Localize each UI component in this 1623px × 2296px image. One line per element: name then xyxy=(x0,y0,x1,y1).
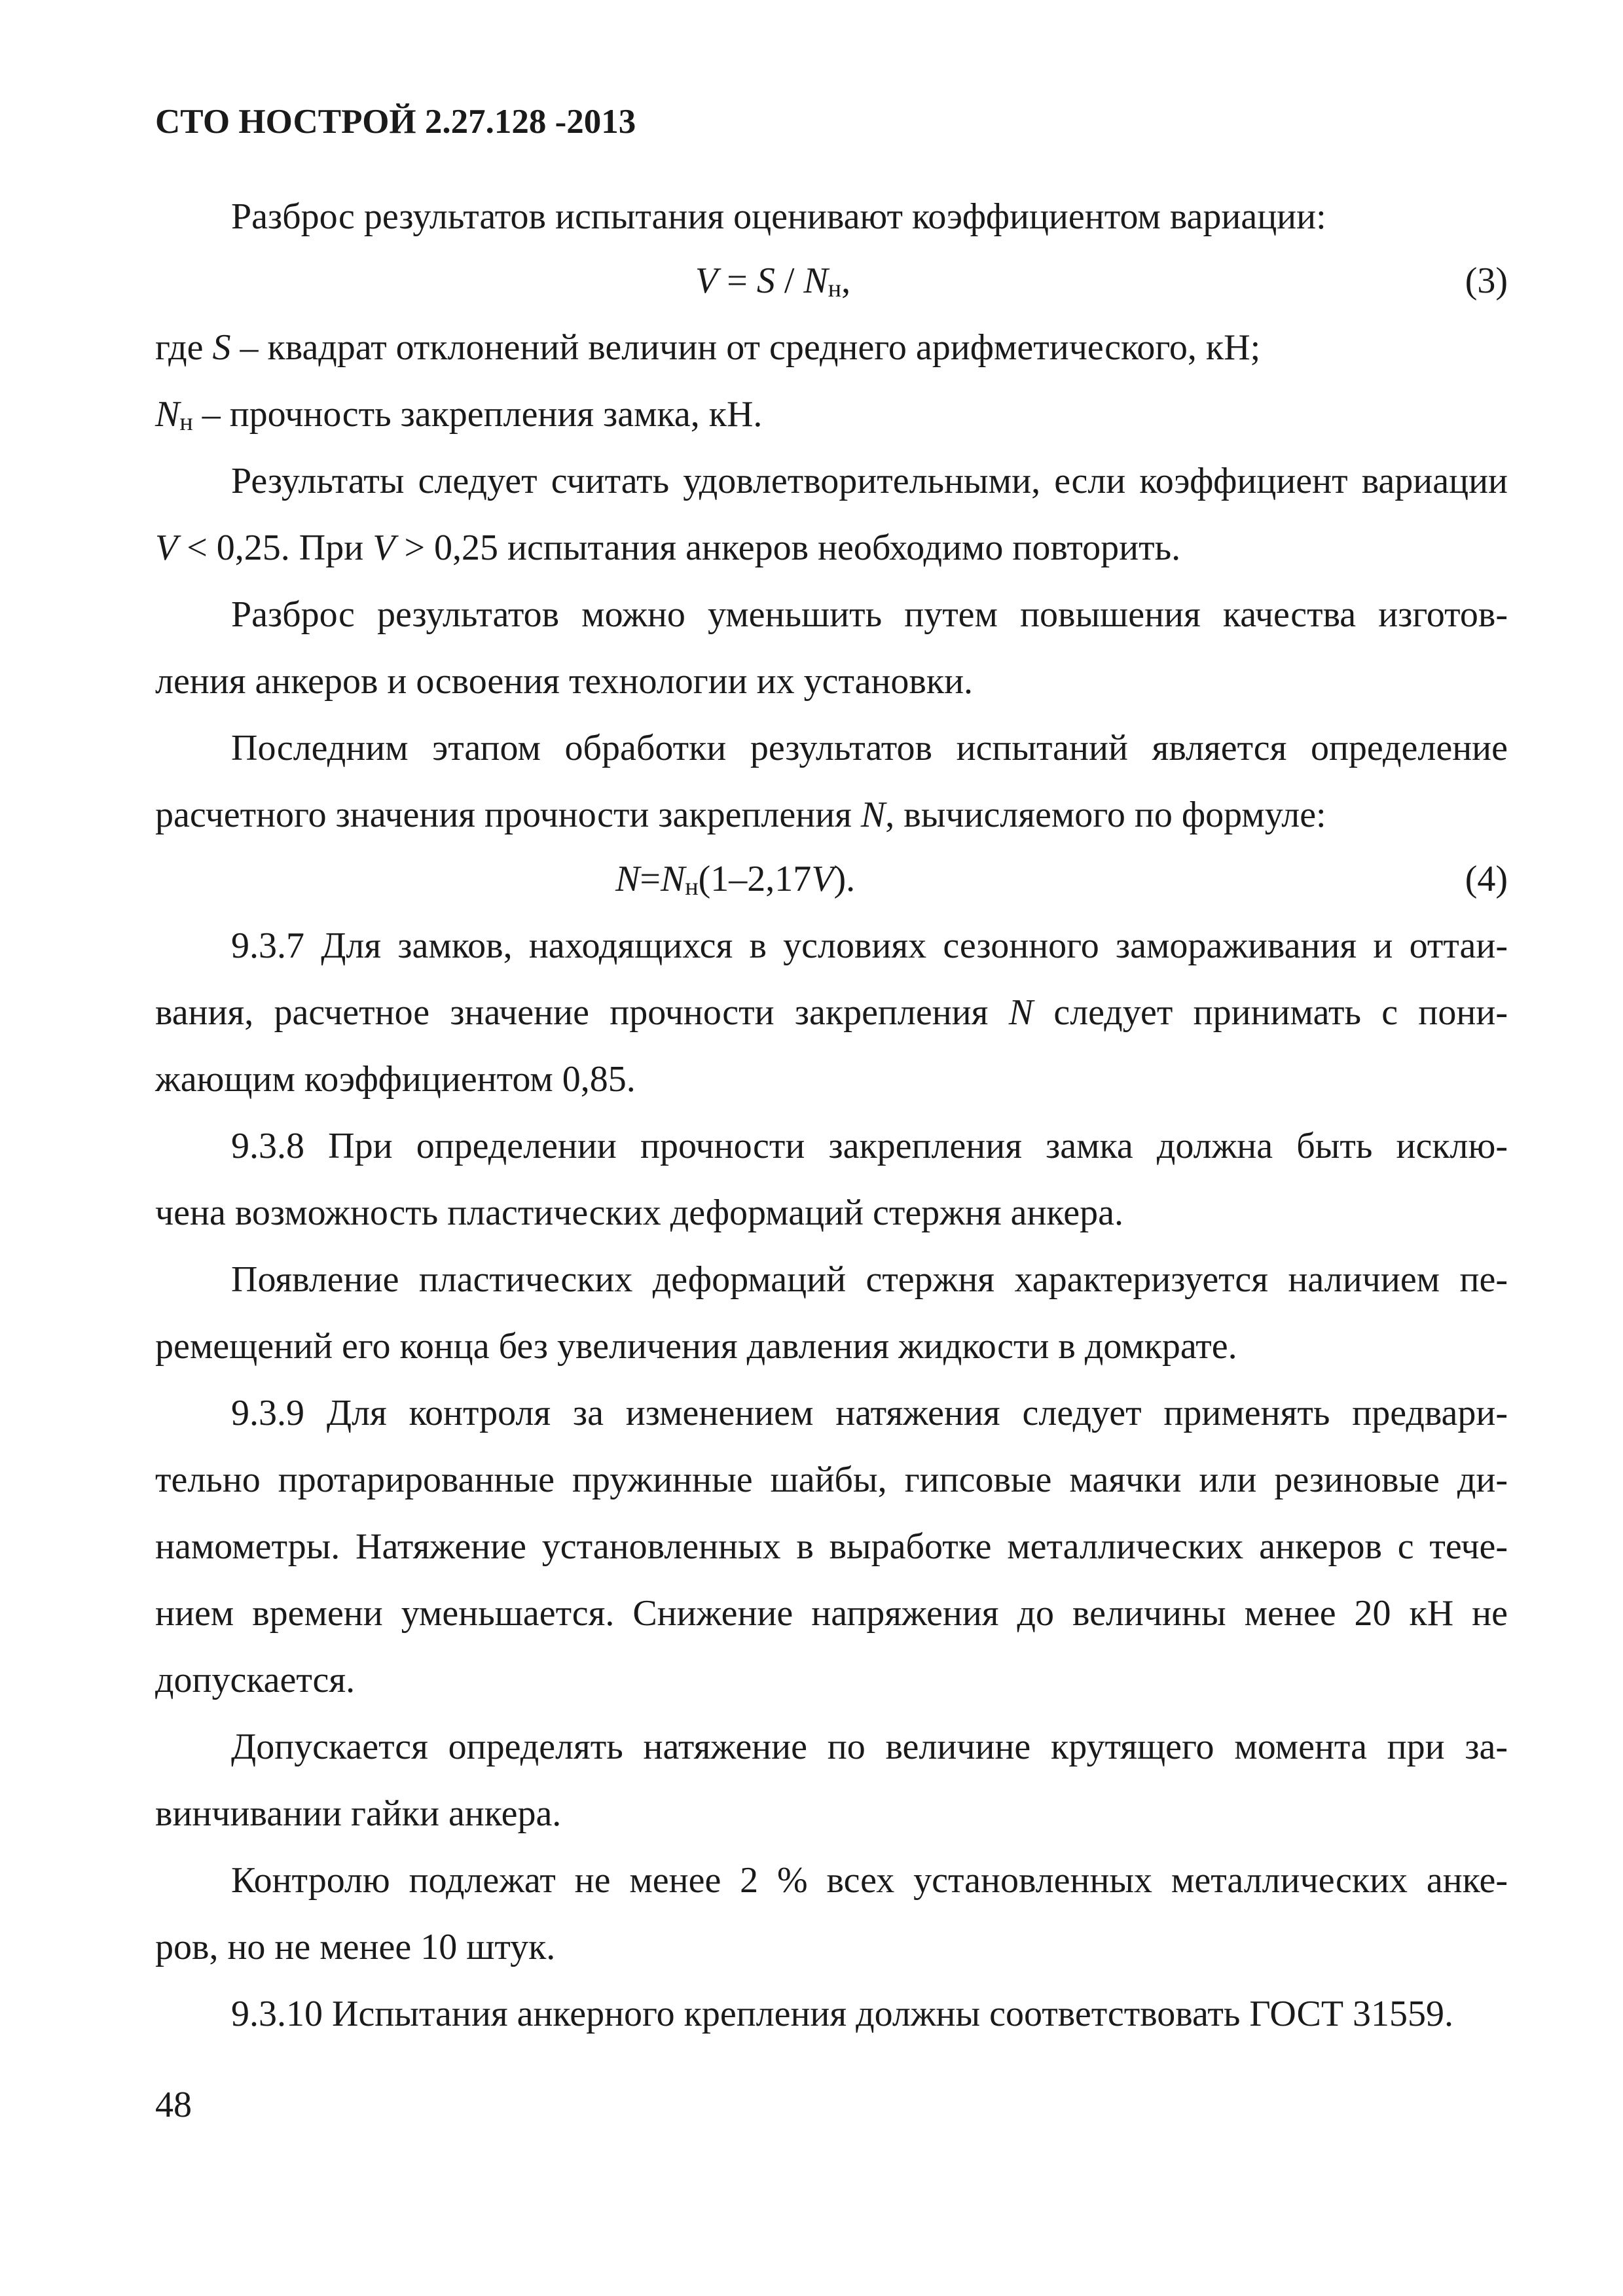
definition-line xyxy=(155,329,1260,366)
paragraph-line: Последним этапом обработки результатов испытаний является определение xyxy=(231,728,1508,768)
formula-var: N xyxy=(860,795,886,835)
paragraph-line: Результаты следует считать удовлетворительными, если коэффициент вариации xyxy=(231,461,1508,501)
paragraph-line: Допускается определять натяжение по величине крутящего момента при за- xyxy=(231,1727,1508,1767)
formula-var: N xyxy=(660,859,685,899)
text: следует принимать с пони- xyxy=(1033,992,1508,1033)
text: вания, расчетное значение прочности закрепления xyxy=(155,992,1009,1033)
formula-op: = xyxy=(640,859,661,899)
equation-number: (4) xyxy=(1465,859,1508,899)
formula-op: (1–2,17 xyxy=(698,859,812,899)
formula-subscript: н xyxy=(179,408,193,436)
text: – квадрат отклонений величин от среднего арифметического, кН; xyxy=(230,327,1261,368)
text: > 0,25 испытания анкеров необходимо повторить. xyxy=(395,528,1181,568)
formula-subscript: н xyxy=(685,873,699,901)
paragraph-line: намометры. Натяжение установленных в выработке металлических анкеров с тече- xyxy=(155,1526,1508,1567)
paragraph-line: 9.3.10 Испытания анкерного крепления должны соответствовать ГОСТ 31559. xyxy=(231,1994,1454,2034)
paragraph-line: винчивании гайки анкера. xyxy=(155,1793,562,1834)
formula-subscript: н xyxy=(828,275,842,302)
paragraph-line: чена возможность пластических деформаций стержня анкера. xyxy=(155,1193,1123,1233)
paragraph-line: Контролю подлежат не менее 2 % всех установленных металлических анке- xyxy=(231,1860,1508,1901)
text: < 0,25. При xyxy=(177,528,373,568)
formula-var: V xyxy=(695,260,718,301)
paragraph-line: Разброс результатов можно уменьшить путем повышения качества изготов- xyxy=(231,594,1508,635)
paragraph-line: нием времени уменьшается. Снижение напряжения до величины менее 20 кН не xyxy=(155,1593,1508,1634)
paragraph-line: ления анкеров и освоения технологии их установки. xyxy=(155,661,974,702)
text: – прочность закрепления замка, кН. xyxy=(192,394,763,435)
formula-4 xyxy=(615,859,856,901)
formula-op: / xyxy=(775,260,804,301)
formula-op: , xyxy=(841,260,851,301)
paragraph-line: 9.3.8 При определении прочности закрепления замка должна быть исклю- xyxy=(231,1126,1508,1166)
paragraph-line: ремещений его конца без увеличения давления жидкости в домкрате. xyxy=(155,1326,1237,1367)
text: расчетного значения прочности закрепления xyxy=(155,795,861,835)
text: , вычисляемого по формуле: xyxy=(885,795,1326,835)
formula-op: ). xyxy=(833,859,856,899)
paragraph-line: Появление пластических деформаций стержня характеризуется наличием пе- xyxy=(231,1259,1508,1300)
text: где xyxy=(155,327,213,368)
formula-var: V xyxy=(155,528,178,568)
paragraph-line: 9.3.7 Для замков, находящихся в условиях сезонного замораживания и оттаи- xyxy=(231,925,1508,966)
document-header: СТО НОСТРОЙ 2.27.128 -2013 xyxy=(155,103,636,141)
paragraph-line xyxy=(155,529,1180,566)
formula-var: S xyxy=(212,327,231,368)
paragraph-line xyxy=(155,994,1508,1031)
formula-op: = xyxy=(718,260,757,301)
paragraph-line: допускается. xyxy=(155,1660,356,1700)
paragraph-line: тельно протарированные пружинные шайбы, гипсовые маячки или резиновые ди- xyxy=(155,1460,1508,1500)
paragraph-line: Разброс результатов испытания оценивают коэффициентом вариации: xyxy=(231,196,1326,237)
paragraph-line: жающим коэффициентом 0,85. xyxy=(155,1059,636,1100)
formula-var: N xyxy=(1008,992,1034,1033)
formula-var: S xyxy=(756,260,775,301)
equation-number: (3) xyxy=(1465,260,1508,301)
formula-var: V xyxy=(373,528,395,568)
page-number: 48 xyxy=(155,2085,192,2125)
definition-line xyxy=(155,394,763,436)
formula-var: N xyxy=(155,394,180,435)
formula-3 xyxy=(695,260,851,302)
formula-var: N xyxy=(615,859,640,899)
paragraph-line: 9.3.9 Для контроля за изменением натяжения следует применять предвари- xyxy=(231,1393,1508,1433)
formula-var: V xyxy=(811,859,834,899)
paragraph-line xyxy=(155,797,1326,833)
formula-var: N xyxy=(803,260,828,301)
paragraph-line: ров, но не менее 10 штук. xyxy=(155,1927,556,1967)
